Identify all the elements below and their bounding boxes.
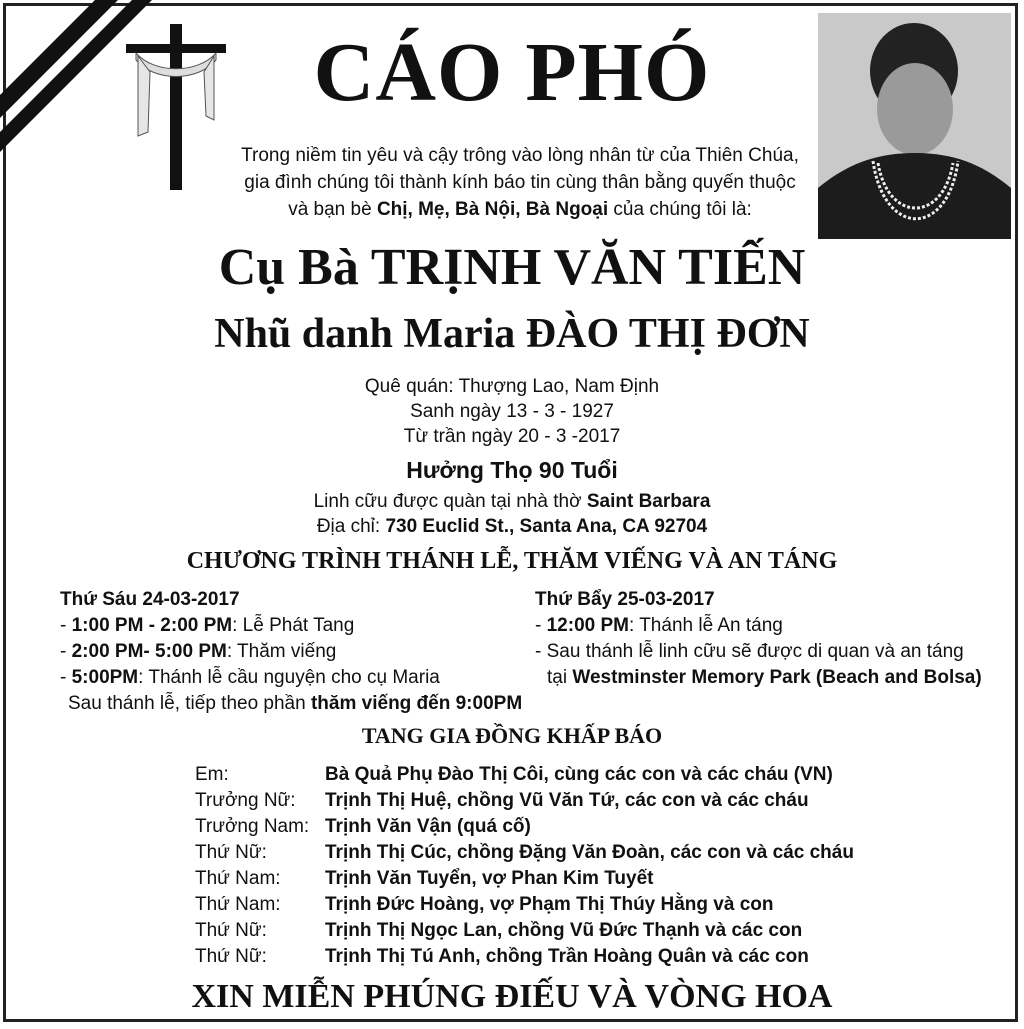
footer-notice: XIN MIỄN PHÚNG ĐIẾU VÀ VÒNG HOA — [191, 978, 833, 1015]
intro-line-3: và bạn bè Chị, Mẹ, Bà Nội, Bà Ngoại của chúng tôi là: — [288, 199, 752, 220]
day-1-item-3: - 5:00PM: Thánh lễ cầu nguyện cho cụ Maria — [60, 667, 440, 688]
day-2-item-1: - 12:00 PM: Thánh lễ An táng — [535, 615, 783, 636]
family-row: Thứ Nam: Trịnh Văn Tuyển, vợ Phan Kim Tuyết — [195, 868, 654, 889]
family-row: Thứ Nữ: Trịnh Thị Tú Anh, chồng Trần Hoàng Quân và các con — [195, 946, 809, 967]
page-title: CÁO PHÓ — [313, 26, 711, 119]
family-list — [195, 762, 854, 970]
family-row: Trưởng Nữ: Trịnh Thị Huệ, chồng Vũ Văn Tứ, các con và các cháu — [195, 790, 809, 811]
day-1-heading: Thứ Sáu 24-03-2017 — [60, 589, 240, 610]
location-address: Địa chỉ: 730 Euclid St., Santa Ana, CA 92704 — [316, 516, 708, 537]
family-heading: TANG GIA ĐỒNG KHẤP BÁO — [361, 723, 663, 748]
day-1-note: Sau thánh lễ, tiếp theo phần thăm viếng đến 9:00PM — [68, 693, 523, 714]
day-2-item-3: tại Westminster Memory Park (Beach and Bolsa) — [547, 667, 982, 688]
birth-date: Sanh ngày 13 - 3 - 1927 — [410, 401, 614, 422]
location-church: Linh cữu được quàn tại nhà thờ Saint Barbara — [313, 491, 711, 512]
age: Hưởng Thọ 90 Tuổi — [406, 457, 618, 483]
deceased-name: Cụ Bà TRỊNH VĂN TIẾN — [218, 239, 806, 296]
deceased-maiden-name: Nhũ danh Maria ĐÀO THỊ ĐƠN — [214, 311, 810, 357]
family-row: Trưởng Nam: Trịnh Văn Vận (quá cố) — [195, 816, 531, 837]
day-2-item-2: - Sau thánh lễ linh cữu sẽ được di quan và an táng — [535, 641, 964, 662]
family-row: Thứ Nam: Trịnh Đức Hoàng, vợ Phạm Thị Thúy Hằng và con — [195, 894, 774, 915]
schedule-heading: CHƯƠNG TRÌNH THÁNH LỄ, THĂM VIẾNG VÀ AN TÁNG — [186, 548, 838, 574]
death-date: Từ trần ngày 20 - 3 -2017 — [403, 426, 621, 447]
schedule-day-1 — [60, 587, 522, 717]
day-2-heading: Thứ Bẩy 25-03-2017 — [535, 589, 715, 610]
schedule-day-2 — [535, 587, 982, 691]
day-1-item-1: - 1:00 PM - 2:00 PM: Lễ Phát Tang — [60, 615, 355, 636]
family-row: Thứ Nữ: Trịnh Thị Ngọc Lan, chồng Vũ Đức Thạnh và các con — [195, 920, 803, 941]
intro-line-2: gia đình chúng tôi thành kính báo tin cùng thân bằng quyến thuộc — [244, 172, 796, 193]
family-row: Em: Bà Quả Phụ Đào Thị Côi, cùng các con và các cháu (VN) — [195, 764, 833, 785]
intro-line-1: Trong niềm tin yêu và cậy trông vào lòng nhân từ của Thiên Chúa, — [241, 145, 799, 166]
family-row: Thứ Nữ: Trịnh Thị Cúc, chồng Đặng Văn Đoàn, các con và các cháu — [195, 842, 854, 863]
day-1-item-2: - 2:00 PM- 5:00 PM: Thăm viếng — [60, 641, 337, 662]
hometown: Quê quán: Thượng Lao, Nam Định — [364, 376, 660, 397]
intro-text — [200, 142, 840, 223]
